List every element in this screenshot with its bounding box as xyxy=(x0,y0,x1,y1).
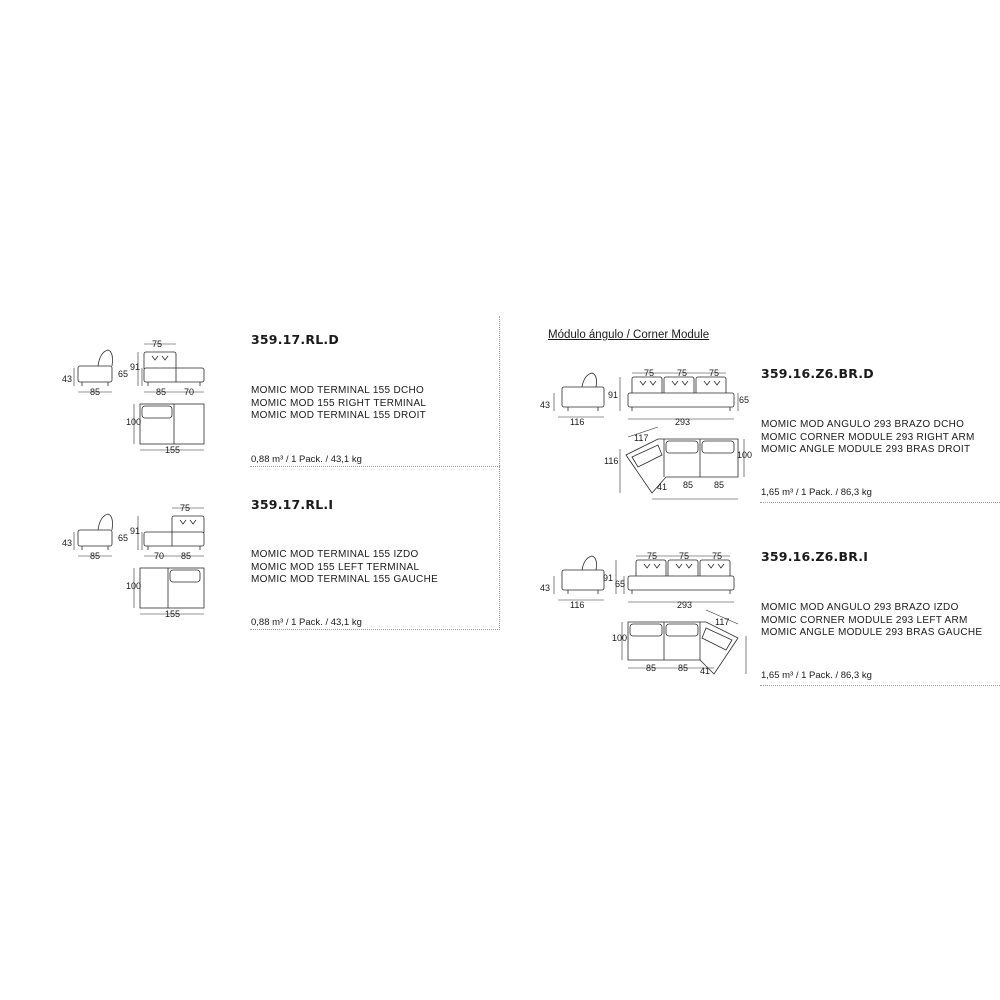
description-line-es: MOMIC MOD TERMINAL 155 DCHO xyxy=(251,385,425,396)
dim-seat-width-1: 75 xyxy=(644,368,655,378)
dim-front-width: 293 xyxy=(677,600,693,610)
dim-front-height2: 65 xyxy=(739,395,750,405)
row-divider-right xyxy=(760,502,1000,503)
dim-plan-b: 85 xyxy=(678,663,689,673)
dim-side-height: 43 xyxy=(540,583,551,593)
dim-seat-width-2: 75 xyxy=(679,551,690,561)
dim-plan-width: 155 xyxy=(165,445,181,455)
dim-front-width1: 70 xyxy=(154,551,165,561)
dim-front-height2: 65 xyxy=(118,369,129,379)
side-view xyxy=(74,350,113,392)
side-view xyxy=(554,556,604,600)
dim-plan-diagonal: 117 xyxy=(715,617,730,627)
dim-side-height: 43 xyxy=(62,538,73,548)
dim-plan-depth: 100 xyxy=(126,581,142,591)
product-description xyxy=(761,602,982,640)
dim-plan-b: 85 xyxy=(683,480,694,490)
dim-plan-depth: 116 xyxy=(604,456,619,466)
column-divider xyxy=(499,316,500,628)
dim-seat-width-3: 75 xyxy=(709,368,720,378)
dim-front-width1: 85 xyxy=(156,387,167,397)
pack-info: 0,88 m³ / 1 Pack. / 43,1 kg xyxy=(251,617,362,628)
product-code: 359.17.RL.D xyxy=(251,332,339,347)
product-description xyxy=(251,385,426,423)
dim-side-width: 116 xyxy=(570,417,585,427)
side-view xyxy=(74,514,113,556)
dim-plan-c: 41 xyxy=(700,666,711,676)
front-view xyxy=(138,344,204,392)
dim-seat-width-1: 75 xyxy=(647,551,658,561)
dim-side-width: 85 xyxy=(90,551,101,561)
plan-view xyxy=(134,404,204,450)
description-line-fr: MOMIC MOD TERMINAL 155 DROIT xyxy=(251,410,427,421)
dim-front-height1: 91 xyxy=(130,526,141,536)
description-line-en: MOMIC CORNER MODULE 293 RIGHT ARM xyxy=(761,431,975,443)
dim-side-width: 85 xyxy=(90,387,101,397)
pack-info: 1,65 m³ / 1 Pack. / 86,3 kg xyxy=(761,487,872,498)
dim-plan-right: 100 xyxy=(737,450,753,460)
dim-seat-width-2: 75 xyxy=(677,368,688,378)
description-line-es: MOMIC MOD ANGULO 293 BRAZO DCHO xyxy=(761,419,965,430)
section-title: Módulo ángulo / Corner Module xyxy=(548,329,710,341)
description-line-en: MOMIC MOD 155 LEFT TERMINAL xyxy=(251,561,420,573)
description-line-fr: MOMIC ANGLE MODULE 293 BRAS DROIT xyxy=(761,444,971,455)
row-divider-left xyxy=(250,466,500,467)
dim-front-height: 91 xyxy=(608,390,619,400)
dim-front-top: 75 xyxy=(152,339,163,349)
dim-plan-c: 85 xyxy=(714,480,725,490)
side-view xyxy=(554,373,604,417)
product-code: 359.16.Z6.BR.D xyxy=(761,366,874,381)
sofa-drawing-right-terminal xyxy=(56,334,216,462)
dim-side-height: 43 xyxy=(540,400,551,410)
description-line-fr: MOMIC ANGLE MODULE 293 BRAS GAUCHE xyxy=(761,627,983,638)
plan-view xyxy=(134,568,204,614)
dim-plan-width: 155 xyxy=(165,609,181,619)
row-divider-right-bottom xyxy=(760,685,1000,686)
dim-plan-diagonal: 117 xyxy=(634,433,649,443)
product-code: 359.17.RL.I xyxy=(251,497,334,512)
description-line-en: MOMIC MOD 155 RIGHT TERMINAL xyxy=(251,397,427,409)
dim-front-height2: 65 xyxy=(118,533,129,543)
sofa-drawing-left-terminal xyxy=(56,498,216,626)
dim-plan-depth: 100 xyxy=(126,417,142,427)
row-divider-left-bottom xyxy=(250,629,500,630)
dim-seat-width-3: 75 xyxy=(712,551,723,561)
dim-front-height2: 65 xyxy=(615,579,626,589)
dim-side-height: 43 xyxy=(62,374,73,384)
dim-plan-depth: 100 xyxy=(612,633,628,643)
dim-front-top: 75 xyxy=(180,503,191,513)
dim-front-width: 293 xyxy=(675,417,691,427)
pack-info: 0,88 m³ / 1 Pack. / 43,1 kg xyxy=(251,454,362,465)
description-line-fr: MOMIC MOD TERMINAL 155 GAUCHE xyxy=(251,574,439,585)
dim-front-height1: 91 xyxy=(130,362,141,372)
dim-front-width2: 85 xyxy=(181,551,192,561)
product-description xyxy=(251,549,438,587)
product-code: 359.16.Z6.BR.I xyxy=(761,549,869,564)
front-view xyxy=(616,556,734,602)
front-view xyxy=(620,373,738,419)
dim-front-width2: 70 xyxy=(184,387,195,397)
dim-plan-a: 41 xyxy=(657,482,668,492)
product-description xyxy=(761,419,975,457)
dim-side-width: 116 xyxy=(570,600,585,610)
description-line-es: MOMIC MOD TERMINAL 155 IZDO xyxy=(251,549,419,560)
description-line-en: MOMIC CORNER MODULE 293 LEFT ARM xyxy=(761,614,968,626)
pack-info: 1,65 m³ / 1 Pack. / 86,3 kg xyxy=(761,670,872,681)
dim-front-height: 91 xyxy=(603,573,614,583)
description-line-es: MOMIC MOD ANGULO 293 BRAZO IZDO xyxy=(761,602,959,613)
front-view xyxy=(138,508,204,556)
dim-plan-a: 85 xyxy=(646,663,657,673)
